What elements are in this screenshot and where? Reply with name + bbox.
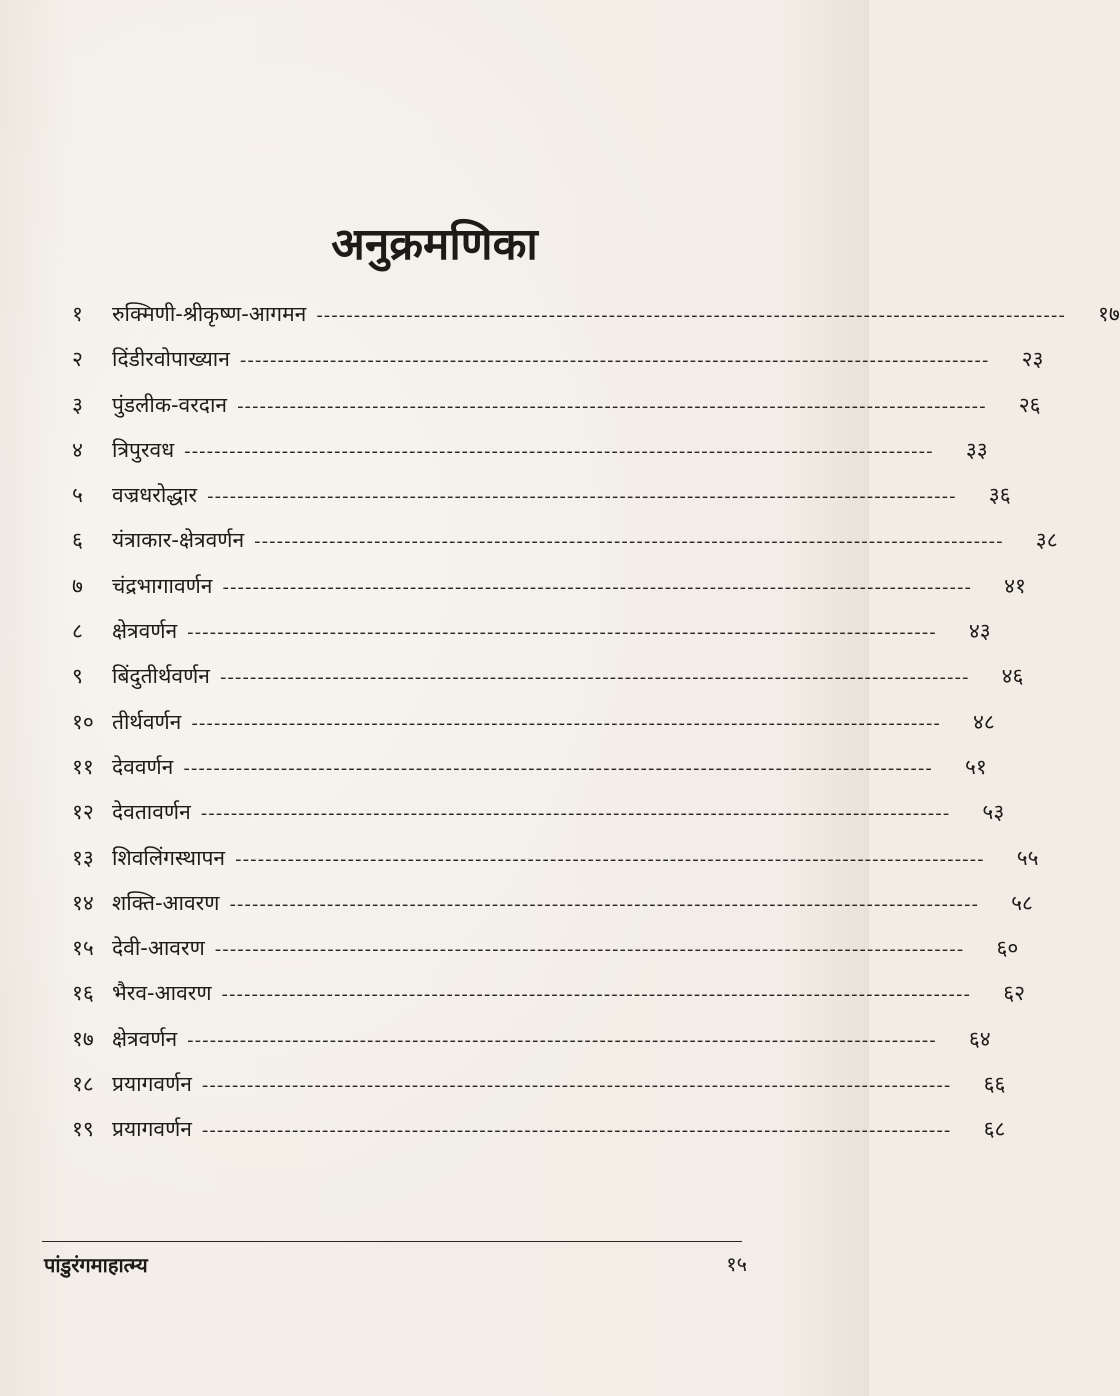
toc-entry-title: भैरव-आवरण [112, 981, 212, 1006]
toc-entry [72, 300, 1120, 345]
toc-entry-page: ६४ [968, 1026, 991, 1051]
toc-entry-number: ९ [72, 664, 83, 689]
toc-entry-leader: ---------------------------------------------------------------------------------------------------- [235, 848, 985, 870]
toc-entry-leader: ---------------------------------------------------------------------------------------------------- [187, 622, 937, 644]
toc-entry-leader: ---------------------------------------------------------------------------------------------------- [214, 939, 965, 961]
toc-entry-page: ३८ [1035, 528, 1058, 553]
toc-entry-number: १६ [72, 981, 94, 1006]
toc-entry [72, 708, 995, 753]
toc-entry-title: त्रिपुरवध [112, 437, 175, 462]
toc-entry [72, 391, 1041, 436]
toc-entry-leader: ---------------------------------------------------------------------------------------------------- [200, 803, 951, 825]
toc-entry [72, 798, 1005, 843]
toc-entry-page: ६६ [983, 1072, 1006, 1097]
toc-entry-page: ५१ [965, 754, 987, 779]
footer-rule [42, 1241, 742, 1242]
toc-entry [72, 526, 1058, 571]
toc-entry-number: ४ [72, 437, 83, 462]
toc-entry-page: ५३ [982, 800, 1005, 825]
toc-entry-leader: ---------------------------------------------------------------------------------------------------- [207, 486, 957, 508]
toc-entry-page: ४१ [1004, 573, 1026, 598]
toc-entry [72, 979, 1026, 1024]
toc-entry-page: ३३ [965, 437, 988, 462]
toc-entry-number: १५ [72, 936, 94, 961]
toc-entry-number: १२ [72, 800, 94, 825]
toc-entry [72, 345, 1044, 390]
toc-entry-page: ४८ [973, 709, 995, 734]
toc-entry-number: १४ [72, 890, 94, 915]
toc-entry-page: ४३ [968, 619, 991, 644]
toc-entry-leader: ---------------------------------------------------------------------------------------------------- [187, 1029, 937, 1051]
toc-entry-number: १८ [72, 1072, 94, 1097]
toc-entry-title: प्रयागवर्णन [112, 1117, 192, 1142]
toc-entry-number: १३ [72, 845, 94, 870]
toc-entry [72, 844, 1039, 889]
toc-entry-title: प्रयागवर्णन [112, 1072, 192, 1097]
toc-entry-number: ६ [72, 528, 83, 553]
toc-entry-title: तीर्थवर्णन [112, 709, 182, 734]
footer-book-title: पांडुरंगमाहात्म्य [44, 1253, 148, 1277]
toc-entry-title: देववर्णन [112, 754, 174, 779]
toc-entry-title: यंत्राकार-क्षेत्रवर्णन [112, 528, 245, 553]
toc-entry-page: ३६ [988, 483, 1011, 508]
toc-entry-title: रुक्मिणी-श्रीकृष्ण-आगमन [112, 302, 307, 326]
toc-entry-leader: ---------------------------------------------------------------------------------------------------- [221, 984, 972, 1006]
toc-entry-title: दिंडीरवोपाख्यान [112, 347, 230, 372]
toc-entry-number: ८ [72, 619, 83, 644]
toc-entry-title: क्षेत्रवर्णन [112, 619, 178, 644]
toc-entry-page: ५८ [1011, 890, 1033, 915]
toc-entry-number: १० [72, 709, 94, 734]
toc-entry [72, 617, 991, 662]
toc-entry-page: ५५ [1016, 845, 1039, 870]
toc-entry-leader: ---------------------------------------------------------------------------------------------------- [237, 395, 987, 417]
toc-entry-page: ६० [996, 936, 1019, 961]
table-of-contents [72, 300, 1120, 1161]
toc-entry-number: १ [72, 302, 83, 326]
toc-entry-page: ६२ [1003, 981, 1026, 1006]
toc-entry-title: चंद्रभागावर्णन [112, 573, 213, 598]
toc-entry-leader: ---------------------------------------------------------------------------------------------------- [316, 305, 1066, 326]
toc-entry-number: ५ [72, 483, 83, 508]
toc-entry [72, 662, 1024, 707]
toc-entry-title: देवतावर्णन [112, 800, 191, 825]
toc-entry-title: बिंदुतीर्थवर्णन [112, 664, 210, 689]
toc-entry-leader: ---------------------------------------------------------------------------------------------------- [219, 667, 970, 689]
toc-entry-number: ११ [72, 754, 94, 779]
toc-entry [72, 1115, 1006, 1160]
toc-entry [72, 481, 1011, 526]
toc-entry-leader: ---------------------------------------------------------------------------------------------------- [239, 350, 990, 372]
toc-entry [72, 436, 988, 481]
toc-entry-leader: ---------------------------------------------------------------------------------------------------- [184, 440, 934, 462]
toc-entry [72, 889, 1033, 934]
toc-entry-leader: ---------------------------------------------------------------------------------------------------- [201, 1120, 952, 1142]
toc-entry-number: ३ [72, 392, 83, 417]
toc-entry-number: १९ [72, 1117, 94, 1142]
toc-entry-number: ७ [72, 573, 83, 598]
toc-entry-title: शिवलिंगस्थापन [112, 845, 226, 870]
toc-entry-page: ४६ [1001, 664, 1024, 689]
toc-entry [72, 753, 987, 798]
toc-entry-leader: ---------------------------------------------------------------------------------------------------- [254, 531, 1004, 553]
toc-entry [72, 1025, 991, 1070]
toc-entry-title: शक्ति-आवरण [112, 890, 220, 915]
toc-entry-number: २ [72, 347, 83, 372]
toc-entry-title: पुंडलीक-वरदान [112, 392, 228, 417]
toc-entry-number: १७ [72, 1026, 94, 1051]
toc-entry [72, 934, 1019, 979]
toc-entry-title: क्षेत्रवर्णन [112, 1026, 178, 1051]
toc-entry-page: २३ [1021, 347, 1044, 372]
toc-entry-leader: ---------------------------------------------------------------------------------------------------- [191, 712, 941, 734]
toc-entry-page: १७ [1097, 302, 1120, 326]
page-title: अनुक्रमणिका [331, 219, 538, 270]
toc-entry-leader: ---------------------------------------------------------------------------------------------------- [183, 757, 933, 779]
toc-entry-page: ६८ [983, 1117, 1006, 1142]
toc-entry [72, 572, 1026, 617]
toc-entry [72, 1070, 1006, 1115]
footer-page-number: १५ [726, 1252, 747, 1276]
toc-entry-leader: ---------------------------------------------------------------------------------------------------- [201, 1075, 952, 1097]
toc-entry-leader: ---------------------------------------------------------------------------------------------------- [222, 576, 972, 598]
toc-entry-leader: ---------------------------------------------------------------------------------------------------- [229, 893, 979, 915]
toc-entry-page: २६ [1018, 392, 1041, 417]
toc-entry-title: वज्रधरोद्धार [112, 483, 198, 508]
toc-entry-title: देवी-आवरण [112, 936, 205, 961]
